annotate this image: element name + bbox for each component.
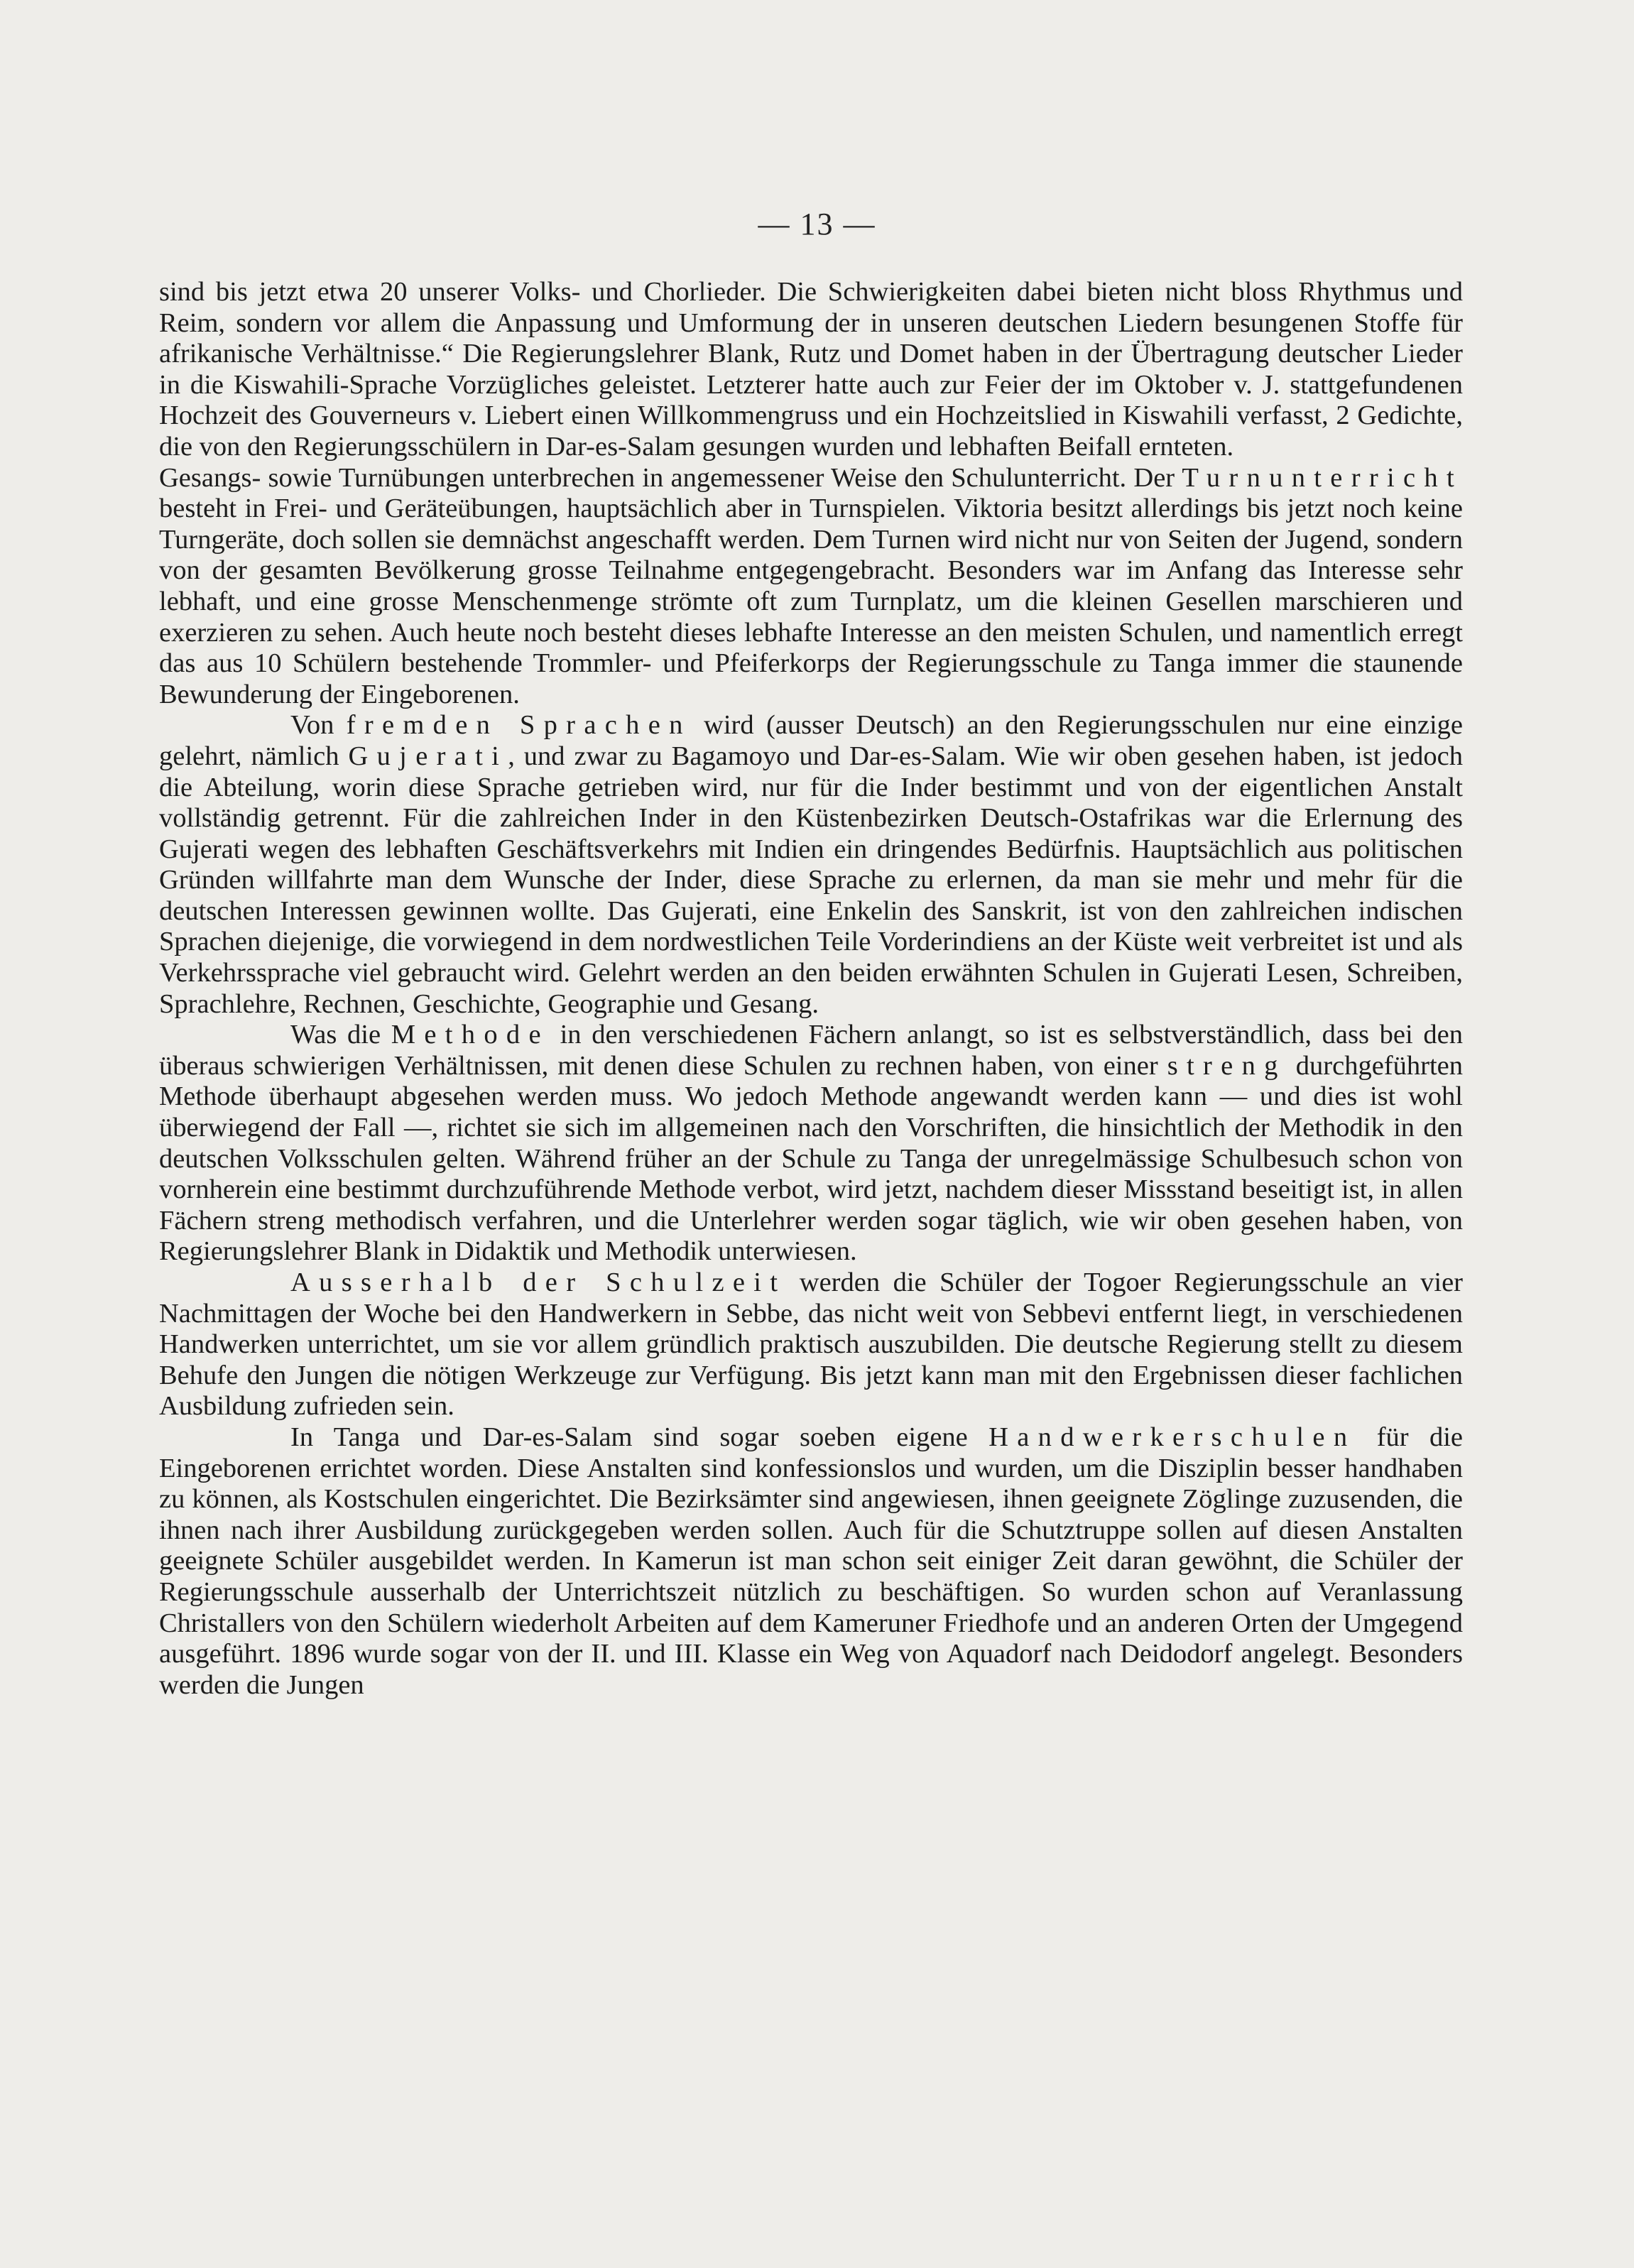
- spaced-emphasis: Ausserhalb der Schulzeit: [290, 1267, 787, 1297]
- paragraph-1: [159, 277, 1463, 463]
- paragraph-text: Gesangs- sowie Turnübungen unterbrechen in angemessener Weise den Schulunterricht. Der: [159, 462, 1182, 493]
- paragraph-text: , und zwar zu Bagamoyo und Dar-es-Salam. Wie wir oben gesehen haben, ist jedoch die Abteilung, worin diese Sprache getrieben wird, nur für die Inder bestimmt und von der eigentlichen Anstalt vollständig getrennt. Für die zahlreichen Inder in den Küstenbezirken Deutsch-Ostafrikas war die Erlernung des Gujerati wegen des lebhaften Geschäftsverkehrs mit Indien ein dringendes Bedürfnis. Hauptsächlich aus politischen Gründen willfahrte man dem Wunsche der Inder, diese Sprache zu erlernen, da man sie mehr und mehr für die deutschen Interessen gewinnen wollte. Das Gujerati, eine Enkelin des Sanskrit, ist von den zahlreichen indischen Sprachen diejenige, die vorwiegend in dem nordwestlichen Teile Vorderindiens an der Küste weit verbreitet ist und als Verkehrssprache viel gebraucht wird. Gelehrt werden an den beiden erwähnten Schulen in Gujerati Lesen, Schreiben, Sprachlehre, Rechnen, Geschichte, Geographie und Gesang.: [159, 741, 1464, 1019]
- spaced-emphasis: Turnunterricht: [1182, 462, 1463, 493]
- spaced-emphasis: fremden Sprachen: [346, 710, 692, 741]
- paragraph-6: [159, 1422, 1463, 1701]
- paragraph-text: besteht in Frei- und Geräteübungen, hauptsächlich aber in Turnspielen. Viktoria besitzt allerdings bis jetzt noch keine Turngeräte, doch sollen sie demnächst angeschafft werden. Dem Turnen wird nicht nur von Seiten der Jugend, sondern von der gesamten Bevölkerung grosse Teilnahme entgegengebracht. Besonders war im Anfang das Interesse sehr lebhaft, und eine grosse Menschenmenge strömte oft zum Turnplatz, um die kleinen Gesellen marschieren und exerzieren zu sehen. Auch heute noch besteht dieses lebhafte Interesse an den meisten Schulen, und namentlich erregt das aus 10 Schülern bestehende Trommler- und Pfeiferkorps der Regierungsschule zu Tanga immer die staunende Bewunderung der Eingeborenen.: [159, 494, 1463, 709]
- paragraph-text: sind bis jetzt etwa 20 unserer Volks- und Chorlieder. Die Schwierigkeiten dabei bieten nicht bloss Rhythmus und Reim, sondern vor allem die Anpassung und Umformung der in unseren deutschen Liedern besungenen Stoffe für afrikanische Verhältnisse.“ Die Regierungslehrer Blank, Rutz und Domet haben in der Übertragung deutscher Lieder in die Kiswahili-Sprache Vorzügliches geleistet. Letzterer hatte auch zur Feier der im Oktober v. J. stattgefundenen Hochzeit des Gouverneurs v. Liebert einen Willkommengruss und ein Hochzeitslied in Kiswahili verfasst, 2 Gedichte, die von den Regierungsschülern in Dar-es-Salam gesungen wurden und lebhaften Beifall ernteten.: [159, 277, 1463, 462]
- page-number: — 13 —: [758, 207, 876, 241]
- spaced-emphasis: streng: [1167, 1050, 1287, 1081]
- paragraph-3: [159, 710, 1463, 1020]
- paragraph-4: [159, 1020, 1463, 1267]
- paragraph-5: [159, 1267, 1463, 1422]
- paragraph-text: Von: [290, 710, 347, 741]
- spaced-emphasis: Gujerati: [348, 741, 508, 771]
- paragraph-text: Was die: [290, 1020, 391, 1050]
- paragraph-text: wird (ausser Deutsch) an den Regierungsschulen nur eine einzige gelehrt, nämlich: [159, 710, 1463, 771]
- body-text: [159, 277, 1463, 1701]
- paragraph-text: In Tanga und Dar-es-Salam sind sogar soeben eigene: [290, 1422, 989, 1452]
- paragraph-text: werden die Schüler der Togoer Regierungsschule an vier Nachmittagen der Woche bei den Handwerkern in Sebbe, das nicht weit von Sebbevi entfernt liegt, in verschiedenen Handwerken unterrichtet, um sie vor allem gründlich praktisch auszubilden. Die deutsche Regierung stellt zu diesem Behufe den Jungen die nötigen Werkzeuge zur Verfügung. Bis jetzt kann man mit den Ergebnissen dieser fachlichen Ausbildung zufrieden sein.: [159, 1267, 1463, 1422]
- paragraph-text: für die Eingeborenen errichtet worden. Diese Anstalten sind konfessionslos und wurden, um die Disziplin besser handhaben zu können, als Kostschulen eingerichtet. Die Bezirksämter sind angewiesen, ihnen geeignete Zöglinge zuzusenden, die ihnen nach ihrer Ausbildung zurückgegeben werden sollen. Auch für die Schutztruppe sollen auf diesen Anstalten geeignete Schüler ausgebildet werden. In Kamerun ist man schon seit einiger Zeit daran gewöhnt, die Schüler der Regierungsschule ausserhalb der Unterrichtszeit nützlich zu beschäftigen. So wurden schon auf Veranlassung Christallers von den Schülern wiederholt Arbeiten auf dem Kameruner Friedhofe und an anderen Orten der Umgegend ausgeführt. 1896 wurde sogar von der II. und III. Klasse ein Weg von Aquadorf nach Deidodorf angelegt. Besonders werden die Jungen: [159, 1422, 1463, 1700]
- spaced-emphasis: Handwerkerschulen: [988, 1422, 1356, 1452]
- spaced-emphasis: Methode: [391, 1020, 550, 1050]
- paragraph-text: in den verschiedenen Fächern anlangt, so ist es selbstverständlich, dass bei den überaus schwierigen Verhältnissen, mit denen diese Schulen zu rechnen haben, von einer: [159, 1020, 1463, 1081]
- paragraph-text: durchgeführten Methode überhaupt abgesehen werden muss. Wo jedoch Methode angewandt werden kann — und dies ist wohl überwiegend der Fall —, richtet sie sich im allgemeinen nach den Vorschriften, die hinsichtlich der Methodik in den deutschen Volksschulen gelten. Während früher an der Schule zu Tanga der unregelmässige Schulbesuch schon von vornherein eine bestimmt durchzuführende Methode verbot, wird jetzt, nachdem dieser Missstand beseitigt ist, in allen Fächern streng methodisch verfahren, und die Unterlehrer werden sogar täglich, wie wir oben gesehen haben, von Regierungslehrer Blank in Didaktik und Methodik unterwiesen.: [159, 1050, 1463, 1267]
- paragraph-2: [159, 463, 1463, 711]
